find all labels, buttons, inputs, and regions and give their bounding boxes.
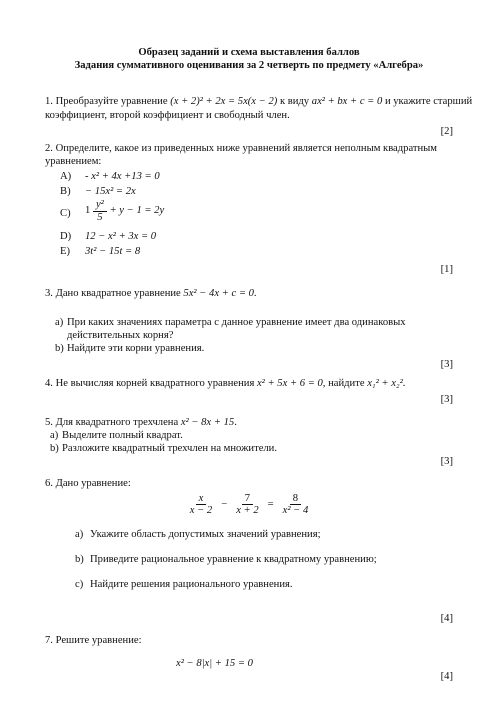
worksheet-page [45, 46, 473, 684]
item-text: Найдите решения рационального уравнения. [90, 579, 293, 591]
item-label: b) [75, 553, 84, 565]
task-5-text: 5. Для квадратного трехчлена [45, 416, 179, 428]
task-2-text: 2. Определите, какое из приведенных ниже уравнений является неполным квадратным уравнением: [45, 142, 437, 168]
task-6-item-b [45, 553, 453, 566]
item-label: c) [75, 579, 84, 591]
fraction-numerator: 8 [290, 493, 301, 505]
fraction-numerator: x [196, 493, 207, 505]
item-label: a) [55, 316, 64, 328]
task-6 [45, 477, 453, 627]
item-label: b) [55, 343, 64, 355]
task-7-expression: x² − 8|x| + 15 = 0 [176, 657, 253, 669]
mixed-number-whole: 1 [85, 205, 91, 217]
period: . [234, 416, 237, 428]
task-1-text-d: коэффициент, второй коэффициент и свободный член. [45, 109, 290, 121]
header [45, 46, 453, 72]
task-6-text: 6. Дано уравнение: [45, 478, 131, 490]
fraction-denominator: x − 2 [189, 504, 213, 516]
option-label: A) [60, 171, 72, 183]
fraction-denominator: x² − 4 [282, 504, 309, 516]
task-1-target-form: ax² + bx + c = 0 [311, 96, 383, 108]
item-label: a) [50, 429, 59, 441]
task-2-option-b [45, 185, 453, 197]
task-5-expression: x² − 8x + 15 [180, 416, 235, 428]
fraction-denominator: x + 2 [236, 504, 259, 516]
fraction [280, 493, 312, 516]
option-expression: 3t² − 15t = 8 [85, 246, 141, 258]
task-1 [45, 95, 473, 137]
period: . [253, 288, 257, 300]
task-4-text-b: , найдите [322, 378, 365, 390]
task-3-text: 3. Дано квадратное уравнение [45, 288, 181, 300]
header-line-2: Задания суммативного оценивания за 2 четверть по предмету «Алгебра» [74, 60, 424, 72]
fraction-denominator: 5 [97, 211, 103, 223]
task-2-option-a [45, 170, 453, 182]
header-line-1: Образец заданий и схема выставления баллов [138, 47, 360, 58]
task-6-item-a [45, 528, 453, 541]
task-1-text-b: к виду [279, 96, 310, 108]
task-1-expression: (x + 2)² + 2x = 5x(x − 2) [170, 96, 278, 108]
task-3 [45, 287, 453, 369]
option-label: C) [60, 208, 71, 220]
task-5-score: [3] [440, 456, 453, 468]
task-5-item-a [45, 429, 453, 442]
fraction [93, 199, 107, 222]
task-2-option-c [45, 199, 453, 227]
task-6-item-c [45, 578, 453, 591]
fraction-numerator: 7 [242, 493, 253, 505]
task-3-item-b [45, 342, 453, 355]
minus-sign: − [221, 498, 228, 510]
task-7-score: [4] [440, 670, 453, 682]
item-text: Укажите область допустимых значений уравнения; [90, 528, 321, 540]
task-1-score: [2] [440, 125, 453, 137]
task-5 [45, 416, 453, 470]
task-4-expression: x² + 5x + 6 = 0 [256, 378, 323, 390]
item-label: b) [50, 443, 59, 455]
option-label: D) [60, 231, 72, 243]
task-3-item-a [45, 316, 453, 342]
item-text: Приведите рациональное уравнение к квадратному уравнению; [90, 553, 377, 565]
task-2-option-d [45, 230, 453, 242]
option-expression: 12 − x² + 3x = 0 [85, 231, 157, 243]
task-3-score: [3] [440, 359, 453, 371]
task-7-text: 7. Решите уравнение: [45, 635, 142, 647]
item-label: a) [75, 528, 84, 540]
option-label: B) [60, 186, 71, 198]
option-expression: + y − 1 = 2y [109, 205, 165, 217]
option-expression: - x² + 4x +13 = 0 [85, 171, 160, 183]
task-2-option-e [45, 245, 453, 257]
fraction [233, 493, 261, 516]
fraction-numerator: y² [93, 199, 107, 211]
period: . [402, 378, 406, 390]
task-6-score: [4] [440, 613, 453, 625]
option-expression: − 15x² = 2x [85, 186, 136, 198]
task-4-target: x₁² + x₂² [367, 378, 403, 390]
task-6-equation [45, 493, 453, 516]
item-text: Найдите эти корни уравнения. [67, 343, 205, 355]
task-5-item-b [45, 442, 453, 455]
item-text: Разложите квадратный трехчлен на множители. [62, 443, 277, 455]
task-1-text: 1. Преобразуйте уравнение [45, 96, 168, 108]
task-7 [45, 634, 453, 683]
option-label: E) [60, 246, 70, 258]
task-4 [45, 377, 453, 404]
task-4-text: 4. Не вычисляя корней квадратного уравнения [45, 378, 255, 390]
item-text: Выделите полный квадрат. [62, 429, 183, 441]
task-2 [45, 142, 453, 275]
task-2-score: [1] [440, 264, 453, 276]
task-1-text-c: и укажите старший [384, 96, 473, 108]
item-text: При каких значениях параметра с данное уравнение имеет два одинаковых действительных корня? [67, 316, 406, 341]
fraction [187, 493, 215, 516]
equals-sign: = [267, 498, 274, 510]
task-3-expression: 5x² − 4x + c = 0 [183, 288, 254, 300]
task-4-score: [3] [440, 393, 453, 405]
